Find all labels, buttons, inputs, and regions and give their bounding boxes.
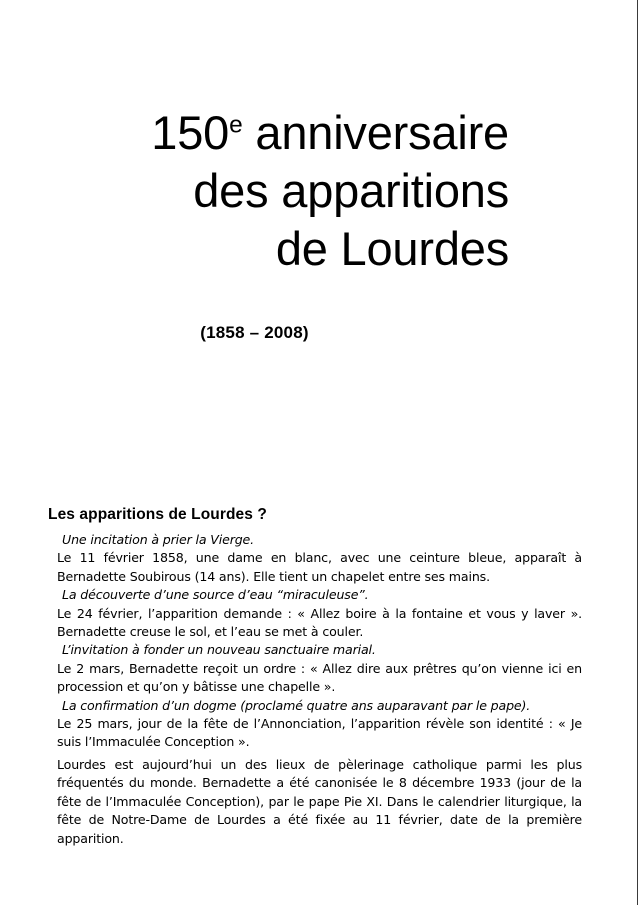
title-line-1-rest: anniversaire: [242, 106, 509, 159]
title-line-2: des apparitions: [193, 164, 509, 217]
section-heading: Les apparitions de Lourdes ?: [48, 506, 267, 523]
closing-paragraph: Lourdes est aujourd’hui un des lieux de pèlerinage catholique parmi les plus fréquentés du monde. Bernadette a été canonisée le 8 décembre 1933 (jour de la fête de l’Immaculée Conception), par le pape Pie XI. Dans le calendrier liturgique, la fête de Notre-Dame de Lourdes a été fixée au 11 février, date de la première apparition.: [57, 756, 582, 846]
block-paragraph: Le 24 février, l’apparition demande : « Allez boire à la fontaine et vous y laver ». Bernadette creuse le sol, et l’eau se met à couler.: [57, 605, 582, 640]
block-lede: Une incitation à prier la Vierge.: [62, 532, 255, 547]
block-paragraph: Le 25 mars, jour de la fête de l’Annonciation, l’apparition révèle son identité : « Je suis l’Immaculée Conception ».: [57, 716, 582, 750]
block-lede: La découverte d’une source d’eau “miraculeuse”.: [62, 587, 369, 603]
title-ordinal-superscript: e: [229, 111, 243, 139]
section-apparitions: [48, 506, 582, 848]
page-edge-border: [637, 0, 638, 905]
document-subtitle-dates: (1858 – 2008): [200, 323, 309, 342]
title-line-1: [0, 104, 509, 162]
block-lede: La confirmation d’un dogme (proclamé quatre ans auparavant par le pape).: [62, 697, 531, 713]
block-paragraph: Le 11 février 1858, une dame en blanc, avec une ceinture bleue, apparaît à Bernadette Soubirous (14 ans). Elle tient un chapelet entre ses mains.: [57, 550, 582, 584]
section-body: [57, 531, 582, 848]
title-line-3: de Lourdes: [275, 222, 509, 275]
block-lede: L’invitation à fonder un nouveau sanctuaire marial.: [62, 642, 376, 658]
block-paragraph: Le 2 mars, Bernadette reçoit un ordre : « Allez dire aux prêtres qu’on vienne ici en procession et qu’on y bâtisse une chapelle ».: [57, 660, 582, 695]
document-title: [0, 104, 509, 278]
title-number: 150: [151, 106, 230, 159]
